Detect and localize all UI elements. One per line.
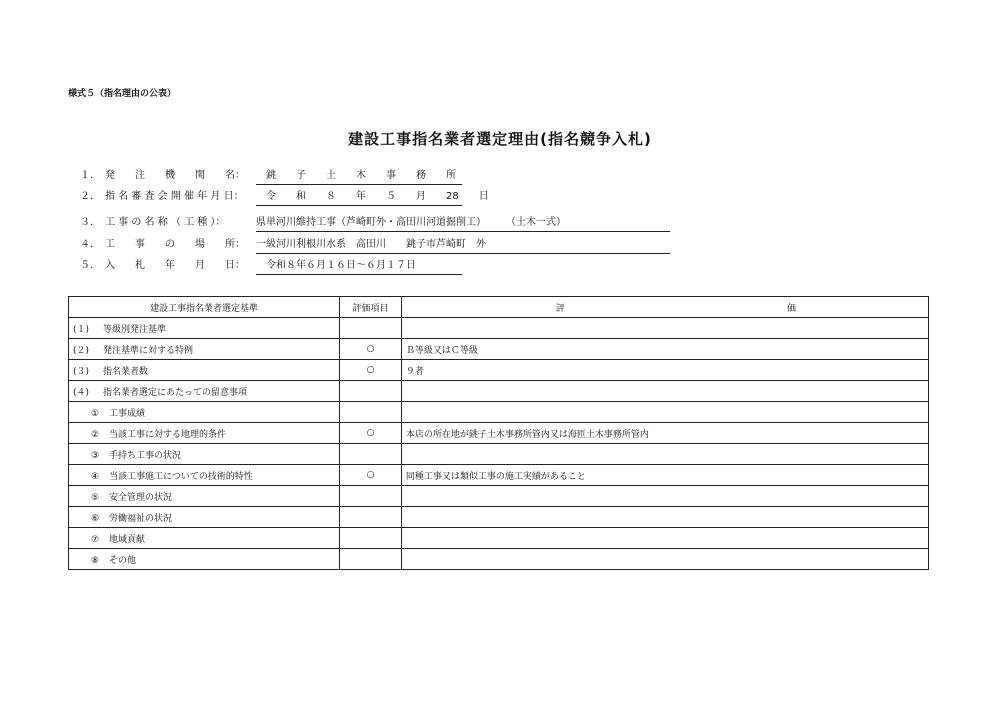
evaluation-cell (401, 318, 928, 339)
info-row-work-name (80, 213, 680, 235)
row-number: ⑤ (91, 492, 100, 503)
evaluation-cell: 同種工事又は類似工事の施工実績があること (401, 465, 928, 486)
criteria-label: 安全管理の状況 (109, 492, 173, 503)
info-value: 令 和 ８ 年 ５ 月 28 日 (266, 191, 489, 202)
info-value: 令和８年６月１６日～６月１７日 (266, 260, 416, 271)
document-title: 建設工事指名業者選定理由(指名競争入札) (348, 130, 652, 148)
table-header-row (69, 297, 929, 318)
info-value: 銚 子 土 木 事 務 所 (266, 170, 456, 181)
info-row-review-date (80, 187, 500, 209)
criteria-cell (69, 339, 340, 360)
criteria-label: 工事成績 (109, 408, 146, 419)
info-row-location (80, 235, 680, 257)
criteria-label: 当該工事に対する地理的条件 (109, 429, 227, 440)
row-number: ① (91, 408, 100, 419)
table-row (69, 465, 929, 486)
info-value: 県単河川維持工事（芦崎町外・高田川河道掘削工） （土木一式） (256, 217, 566, 228)
table-row (69, 381, 929, 402)
mark-cell (340, 549, 402, 570)
table-row (69, 423, 929, 444)
table-row (69, 549, 929, 570)
criteria-label: 指名業者数 (103, 366, 149, 377)
selection-criteria-table (68, 296, 929, 570)
mark-cell (340, 318, 402, 339)
criteria-cell (69, 507, 340, 528)
row-number: (３) (73, 366, 90, 377)
criteria-cell (69, 402, 340, 423)
mark-cell (340, 402, 402, 423)
info-label: ５． 入 札 年 月 日： (80, 260, 245, 271)
evaluation-cell (401, 444, 928, 465)
mark-cell (340, 444, 402, 465)
criteria-label: 等級別発注基準 (103, 324, 167, 335)
criteria-label: 労働福祉の状況 (109, 513, 173, 524)
table-row (69, 360, 929, 381)
row-number: ⑧ (91, 555, 100, 566)
mark-cell: ○ (340, 360, 402, 381)
criteria-label: 手持ち工事の状況 (109, 450, 182, 461)
criteria-cell (69, 444, 340, 465)
criteria-cell (69, 318, 340, 339)
info-label: ３． 工 事 の 名 称 （ 工 種 ）： (80, 217, 226, 228)
row-number: ③ (91, 450, 100, 461)
header-evaluation (401, 297, 928, 318)
table-row (69, 318, 929, 339)
table-row (69, 486, 929, 507)
info-value: 一級河川利根川水系 高田川 銚子市芦崎町 外 (256, 239, 486, 250)
mark-cell (340, 507, 402, 528)
evaluation-cell (401, 507, 928, 528)
mark-cell (340, 528, 402, 549)
underline (256, 231, 670, 232)
criteria-label: 当該工事施工についての技術的特性 (109, 471, 253, 482)
header-evaluation-item: 評価項目 (340, 297, 402, 318)
row-number: ⑥ (91, 513, 100, 524)
row-number: ④ (91, 471, 100, 482)
info-row-office (80, 166, 500, 188)
form-number: 様式５（指名理由の公表） (68, 89, 177, 99)
underline (256, 274, 462, 275)
row-number: ② (91, 429, 100, 440)
underline (256, 205, 462, 206)
criteria-cell (69, 549, 340, 570)
mark-cell (340, 381, 402, 402)
info-row-bid-date (80, 256, 500, 278)
header-criteria: 建設工事指名業者選定基準 (69, 297, 340, 318)
criteria-cell (69, 528, 340, 549)
header-evaluation-left: 評 (555, 303, 565, 314)
mark-cell (340, 486, 402, 507)
mark-cell: ○ (340, 423, 402, 444)
evaluation-cell (401, 528, 928, 549)
criteria-label: 地域貢献 (109, 534, 146, 545)
evaluation-cell (401, 381, 928, 402)
header-evaluation-right: 価 (786, 303, 796, 314)
info-label: １． 発 注 機 関 名： (80, 170, 245, 181)
row-number: ⑦ (91, 534, 100, 545)
info-label: ４． 工 事 の 場 所： (80, 239, 245, 250)
underline (256, 253, 670, 254)
table-row (69, 507, 929, 528)
mark-cell: ○ (340, 465, 402, 486)
criteria-cell (69, 423, 340, 444)
criteria-cell (69, 360, 340, 381)
evaluation-cell (401, 549, 928, 570)
table-row (69, 339, 929, 360)
row-number: (４) (73, 387, 90, 398)
table-row (69, 402, 929, 423)
table-row (69, 528, 929, 549)
criteria-label: その他 (109, 555, 137, 566)
criteria-cell (69, 465, 340, 486)
row-number: (１) (73, 324, 90, 335)
info-label: ２． 指 名 審 査 会 開 催 年 月 日： (80, 191, 244, 202)
evaluation-cell (401, 486, 928, 507)
row-number: (２) (73, 345, 90, 356)
criteria-label: 発注基準に対する特例 (103, 345, 194, 356)
criteria-cell (69, 381, 340, 402)
underline (256, 184, 462, 185)
evaluation-cell: ９者 (401, 360, 928, 381)
criteria-label: 指名業者選定にあたっての留意事項 (103, 387, 248, 398)
evaluation-cell (401, 402, 928, 423)
table-row (69, 444, 929, 465)
evaluation-cell: Ｂ等級又はＣ等級 (401, 339, 928, 360)
mark-cell: ○ (340, 339, 402, 360)
criteria-cell (69, 486, 340, 507)
evaluation-cell: 本店の所在地が銚子土木事務所管内又は海匝土木事務所管内 (401, 423, 928, 444)
